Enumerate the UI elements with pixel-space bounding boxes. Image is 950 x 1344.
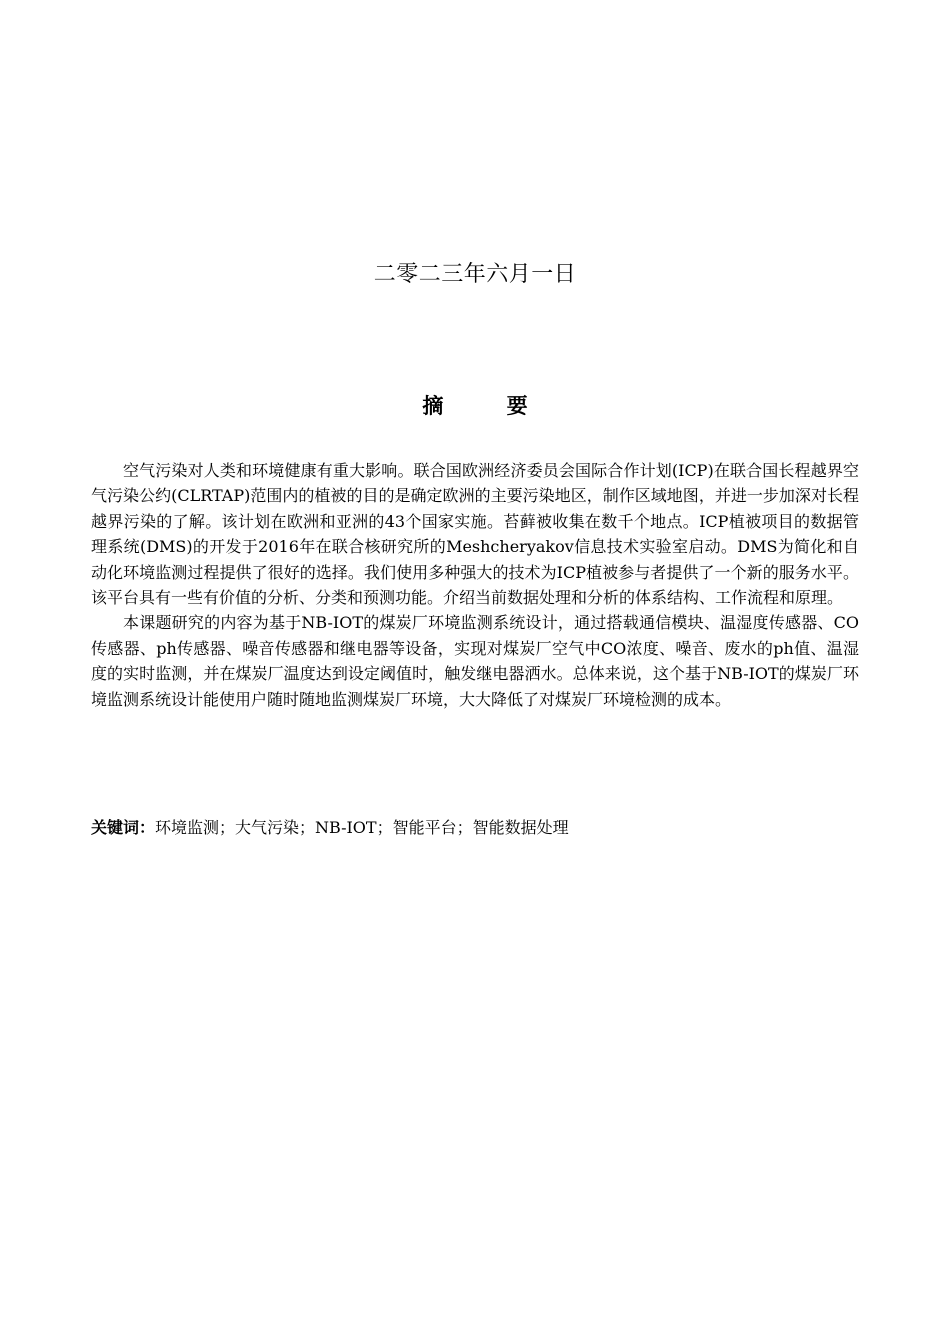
keywords-label: 关键词： (91, 818, 156, 837)
keywords-line (91, 815, 859, 840)
abstract-paragraph: 空气污染对人类和环境健康有重大影响。联合国欧洲经济委员会国际合作计划(ICP)在联合国长程越界空气污染公约(CLRTAP)范围内的植被的目的是确定欧洲的主要污染地区，制作区域地图，并进一步加深对长程越界污染的了解。该计划在欧洲和亚洲的43个国家实施。苔藓被收集在数千个地点。ICP植被项目的数据管理系统(DMS)的开发于2016年在联合核研究所的Meshcheryakov信息技术实验室启动。DMS为简化和自动化环境监测过程提供了很好的选择。我们使用多种强大的技术为ICP植被参与者提供了一个新的服务水平。该平台具有一些有价值的分析、分类和预测功能。介绍当前数据处理和分析的体系结构、工作流程和原理。 (91, 461, 859, 608)
abstract-paragraph: 本课题研究的内容为基于NB-IOT的煤炭厂环境监测系统设计，通过搭载通信模块、温湿度传感器、CO传感器、ph传感器、噪音传感器和继电器等设备，实现对煤炭厂空气中CO浓度、噪音、废水的ph值、温湿度的实时监测，并在煤炭厂温度达到设定阈值时，触发继电器洒水。总体来说，这个基于NB-IOT的煤炭厂环境监测系统设计能使用户随时随地监测煤炭厂环境，大大降低了对煤炭厂环境检测的成本。 (91, 613, 859, 709)
keywords-list: 环境监测；大气污染；NB-IOT；智能平台；智能数据处理 (155, 818, 569, 837)
abstract-body (91, 458, 859, 712)
document-date: 二零二三年六月一日 (373, 262, 577, 287)
abstract-heading: 摘 要 (422, 394, 556, 418)
